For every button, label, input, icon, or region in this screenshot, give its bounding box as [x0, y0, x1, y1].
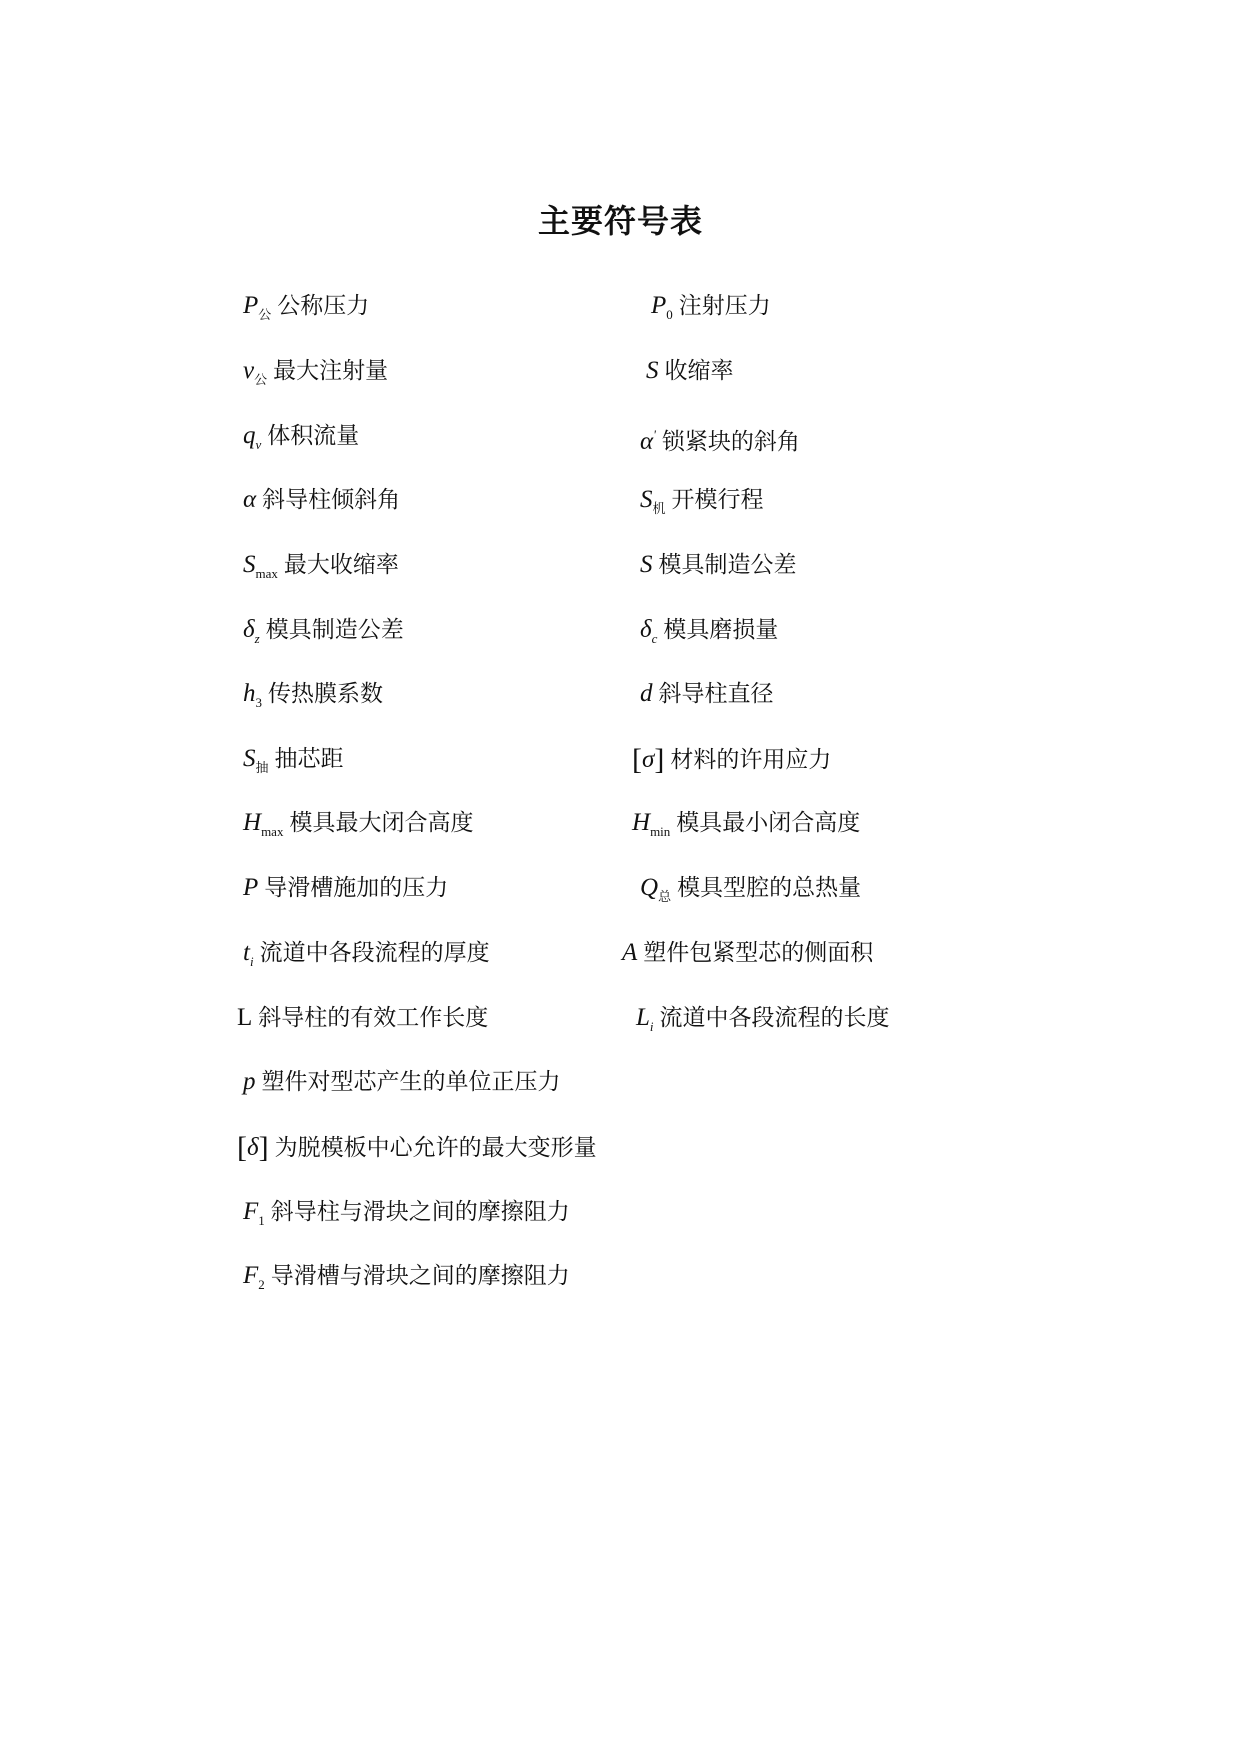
symbol-entry — [636, 1002, 890, 1042]
symbol: $H_{max}$ — [243, 809, 284, 839]
symbol: $F_1$ — [243, 1198, 265, 1228]
symbol-entry — [632, 743, 831, 775]
symbol: $q_v$ — [243, 422, 262, 452]
symbol-description: 斜导柱直径 — [658, 681, 774, 707]
symbol: $\delta_z$ — [243, 616, 260, 646]
page-title: 主要符号表 — [537, 202, 703, 240]
symbol-entry — [243, 484, 400, 515]
symbol: $F_2$ — [243, 1262, 265, 1292]
symbol-description: 模具制造公差 — [265, 617, 404, 643]
symbol-description: 斜导柱与滑块之间的摩擦阻力 — [270, 1199, 570, 1225]
symbol: p — [243, 1068, 256, 1095]
symbol: $t_i$ — [243, 939, 254, 969]
symbol-description: 模具磨损量 — [663, 617, 779, 643]
symbol-entry — [640, 614, 778, 654]
symbol-description: 导滑槽与滑块之间的摩擦阻力 — [270, 1263, 570, 1289]
symbol-description: 为脱模板中心允许的最大变形量 — [274, 1135, 597, 1161]
symbol-description: 注射压力 — [678, 293, 771, 319]
symbol-entry — [243, 1260, 570, 1300]
symbol: S — [640, 551, 653, 578]
symbol-description: 最大收缩率 — [283, 552, 399, 578]
symbol: $Q_总$ — [640, 874, 672, 904]
symbol-entry — [243, 355, 388, 395]
symbol: P — [243, 874, 259, 901]
symbol: α' — [640, 427, 656, 455]
symbol-entry — [243, 872, 448, 903]
symbol-description: 传热膜系数 — [268, 681, 383, 707]
symbol: $S_抽$ — [243, 745, 269, 775]
symbol-entry — [243, 614, 404, 654]
symbol-entry — [632, 807, 860, 847]
symbol: L — [237, 1004, 253, 1031]
symbol: [δ] — [237, 1131, 269, 1164]
symbol-entry — [243, 743, 344, 783]
symbol-description: 最大注射量 — [273, 358, 389, 384]
symbol: $S_机$ — [640, 486, 666, 516]
symbol-entry — [640, 549, 797, 580]
symbol-description: 塑件包紧型芯的侧面积 — [643, 940, 874, 966]
symbol: $L_i$ — [636, 1004, 654, 1034]
symbol-entry — [640, 872, 861, 912]
symbol-entry — [243, 807, 473, 847]
symbol-description: 模具最小闭合高度 — [676, 810, 861, 836]
symbol-description: 斜导柱倾斜角 — [262, 487, 401, 513]
symbol: $\delta_c$ — [640, 616, 658, 646]
symbol: A — [622, 939, 638, 966]
symbol-entry — [640, 420, 800, 457]
symbol-description: 收缩率 — [664, 358, 734, 384]
symbol-entry — [237, 1131, 597, 1163]
symbol-description: 锁紧块的斜角 — [661, 429, 800, 455]
symbol-entry — [243, 290, 369, 330]
symbol-description: 材料的许用应力 — [670, 747, 832, 773]
symbol: $H_{min}$ — [632, 809, 671, 839]
symbol: S — [646, 357, 659, 384]
symbol-entry — [243, 678, 383, 718]
symbol-description: 模具型腔的总热量 — [677, 875, 862, 901]
symbol-description: 塑件对型芯产生的单位正压力 — [261, 1069, 561, 1095]
symbol-description: 公称压力 — [277, 293, 370, 319]
symbol: $P_公$ — [243, 292, 272, 322]
symbol-description: 模具制造公差 — [658, 552, 797, 578]
symbol: $h_3$ — [243, 680, 262, 710]
symbol-entry — [243, 549, 399, 589]
symbol-description: 模具最大闭合高度 — [289, 810, 474, 836]
symbol-entry — [622, 937, 873, 968]
symbol-description: 体积流量 — [267, 423, 360, 449]
symbol-entry — [640, 678, 774, 709]
symbol: [σ] — [632, 743, 665, 776]
symbol: d — [640, 680, 653, 707]
symbol: α — [243, 486, 257, 513]
symbol-entry — [243, 420, 359, 460]
symbol: $v_公$ — [243, 357, 268, 387]
symbol: $P_0$ — [651, 292, 673, 322]
symbol-entry — [243, 1196, 570, 1236]
symbol-description: 斜导柱的有效工作长度 — [258, 1005, 489, 1031]
symbol-entry — [243, 1066, 561, 1097]
symbol-entry — [646, 355, 734, 386]
symbol: $S_{max}$ — [243, 551, 278, 581]
symbol-description: 抽芯距 — [274, 746, 344, 772]
symbol-entry — [243, 937, 490, 977]
symbol-entry — [237, 1002, 488, 1033]
symbol-description: 导滑槽施加的压力 — [264, 875, 449, 901]
symbol-description: 开模行程 — [671, 487, 764, 513]
symbol-entry — [651, 290, 771, 330]
symbol-description: 流道中各段流程的长度 — [659, 1005, 890, 1031]
symbol-entry — [640, 484, 764, 524]
symbol-description: 流道中各段流程的厚度 — [259, 940, 490, 966]
